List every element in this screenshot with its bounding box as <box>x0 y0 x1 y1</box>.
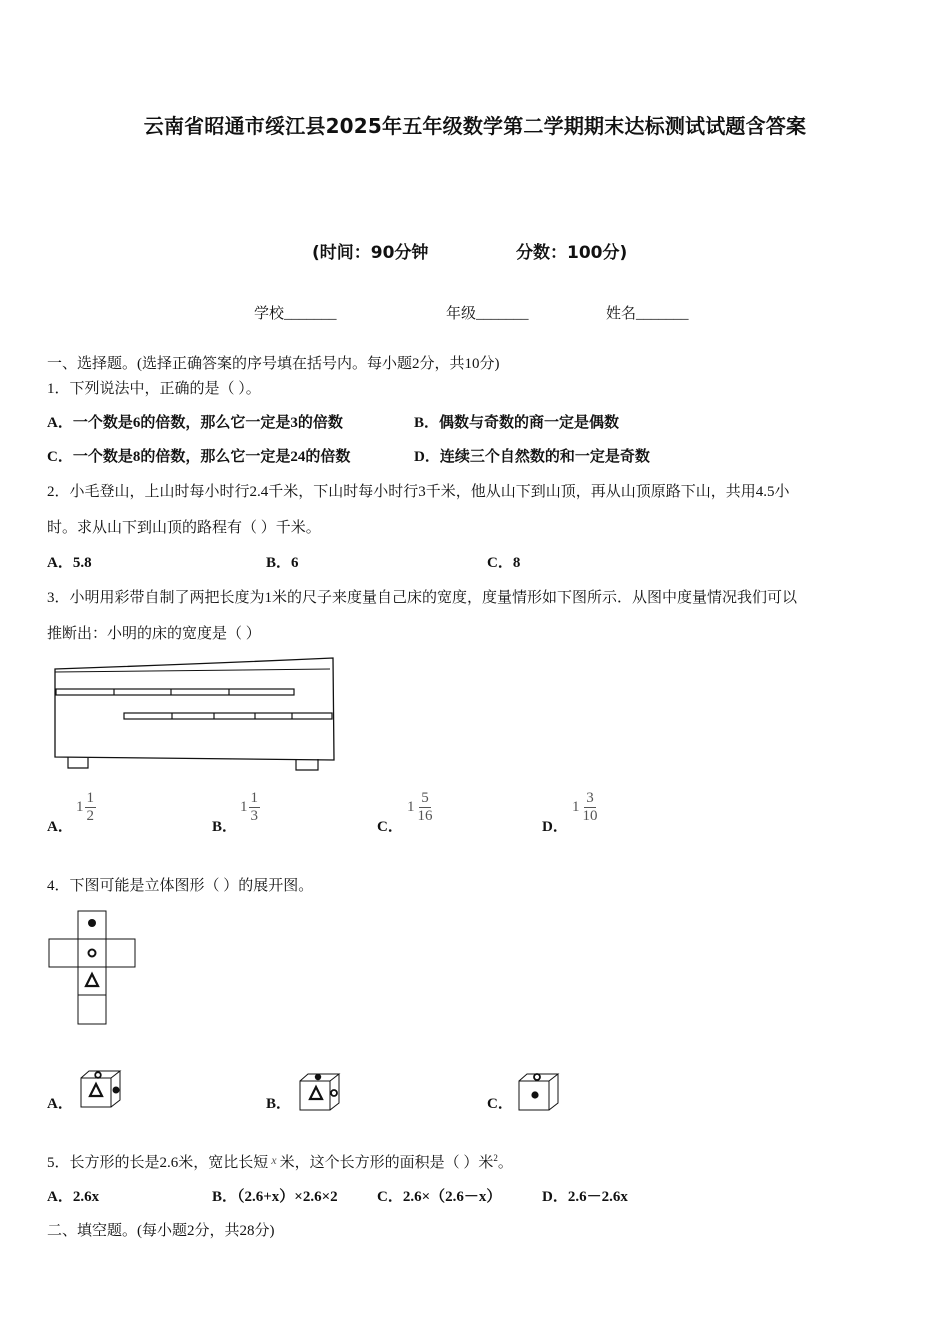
q4-option-b-cube <box>299 1073 344 1113</box>
q4-option-a-label: A． <box>47 1096 73 1112</box>
q1-option-b: B．偶数与奇数的商一定是偶数 <box>414 415 620 431</box>
q3-b-whole: 1 <box>240 799 248 815</box>
q1-option-d: D．连续三个自然数的和一定是奇数 <box>414 449 650 465</box>
q1-option-a: A．一个数是6的倍数，那么它一定是3的倍数 <box>47 415 343 431</box>
exam-time: (时间：90分钟 <box>312 243 429 263</box>
bed-ruler-diagram <box>50 652 350 774</box>
q2-option-b: B．6 <box>266 555 299 571</box>
q4-option-c-label: C． <box>487 1096 513 1112</box>
q3-a-whole: 1 <box>76 799 84 815</box>
q3-stem-line2: 推断出：小明的床的宽度是（ ） <box>47 626 261 642</box>
grade-field: 年级_______ <box>446 306 529 322</box>
section1-heading: 一、选择题。(选择正确答案的序号填在括号内。每小题2分，共10分) <box>47 356 500 372</box>
q5-superscript: 2 <box>493 1153 498 1163</box>
q3-option-c-fraction <box>407 790 435 825</box>
name-field: 姓名_______ <box>606 306 689 322</box>
q3-option-b-label: B． <box>212 819 238 835</box>
q3-option-d-fraction <box>572 790 600 825</box>
q3-option-b-fraction <box>240 790 260 825</box>
q4-stem: 4．下图可能是立体图形（ ）的展开图。 <box>47 878 314 894</box>
q3-b-numerator: 1 <box>250 790 258 806</box>
q5-option-c: C．2.6×（2.6－x） <box>377 1189 502 1205</box>
q2-option-a: A．5.8 <box>47 555 92 571</box>
exam-score: 分数：100分) <box>516 243 628 263</box>
q5-stem-part2: 米，这个长方形的面积是（ ）米 <box>279 1155 494 1171</box>
q3-stem-line1: 3．小明用彩带自制了两把长度为1米的尺子来度量自己床的宽度，度量情形如下图所示．从图中度量情况我们可以 <box>47 590 798 606</box>
q3-b-denominator: 3 <box>250 808 258 824</box>
q4-option-b-label: B． <box>266 1096 292 1112</box>
q4-option-c-cube <box>518 1073 563 1113</box>
school-field: 学校_______ <box>254 306 337 322</box>
q3-option-c-label: C． <box>377 819 403 835</box>
q3-c-denominator: 16 <box>417 808 433 824</box>
q2-stem-line2: 时。求从山下到山顶的路程有（ ）千米。 <box>47 520 321 536</box>
cube-net-diagram <box>48 910 138 1028</box>
q4-option-a-cube <box>80 1070 125 1110</box>
q3-a-denominator: 2 <box>86 808 94 824</box>
q5-stem-part1: 5．长方形的长是2.6米，宽比长短 <box>47 1155 269 1171</box>
q1-option-c: C．一个数是8的倍数，那么它一定是24的倍数 <box>47 449 351 465</box>
q2-stem-line1: 2．小毛登山，上山时每小时行2.4千米，下山时每小时行3千米，他从山下到山顶，再从山顶原路下山，共用4.5小 <box>47 484 790 500</box>
q3-option-d-label: D． <box>542 819 568 835</box>
q5-option-a: A．2.6x <box>47 1189 100 1205</box>
q3-c-numerator: 5 <box>421 790 429 806</box>
q5-option-d: D．2.6－2.6x <box>542 1189 628 1205</box>
section2-heading: 二、填空题。(每小题2分，共28分) <box>47 1223 275 1239</box>
q3-d-numerator: 3 <box>586 790 594 806</box>
q5-option-b: B．（2.6+x）×2.6×2 <box>212 1189 338 1205</box>
q3-a-numerator: 1 <box>86 790 94 806</box>
q1-stem: 1．下列说法中，正确的是（ ）。 <box>47 381 261 397</box>
q3-c-whole: 1 <box>407 799 415 815</box>
page-title: 云南省昭通市绥江县2025年五年级数学第二学期期末达标测试试题含答案 <box>143 114 807 138</box>
q5-stem-end: 。 <box>497 1155 513 1171</box>
q5-variable: x <box>271 1153 277 1167</box>
q5-stem <box>47 1151 513 1172</box>
q3-d-whole: 1 <box>572 799 580 815</box>
q3-option-a-label: A． <box>47 819 73 835</box>
q2-option-c: C．8 <box>487 555 521 571</box>
q3-option-a-fraction <box>76 790 96 825</box>
q3-d-denominator: 10 <box>582 808 598 824</box>
